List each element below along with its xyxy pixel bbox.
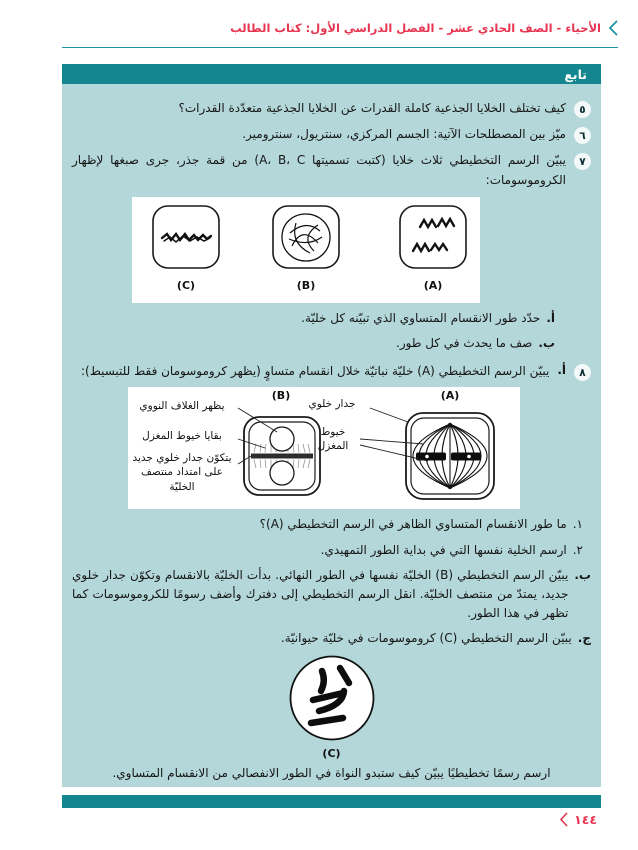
question-8-sub-a-text: يبيّن الرسم التخطيطي (A) خليّة نباتيّة خلال انقسام متساوٍ (يظهر كروموسومان فقط للتبسيط): bbox=[80, 364, 550, 379]
figure3-label: (C) bbox=[322, 747, 341, 761]
question-7 bbox=[72, 151, 591, 189]
sub-a-text: حدّد طور الانقسام المتساوي الذي تبيّنه كل خليّة. bbox=[301, 310, 541, 325]
sub-b-marker-q8: ب. bbox=[574, 567, 591, 582]
animal-cell-drawing bbox=[287, 654, 377, 742]
header-divider bbox=[62, 47, 618, 48]
sub-b-marker: ب. bbox=[538, 335, 555, 350]
question-8 bbox=[72, 362, 591, 381]
chevron-left-icon bbox=[560, 812, 568, 827]
figure2-cell-a-title: (A) bbox=[440, 389, 460, 403]
figure-plant-cell-mitosis bbox=[128, 387, 520, 509]
question-6 bbox=[72, 125, 591, 144]
question-7-sub-a bbox=[72, 309, 591, 328]
content-area bbox=[62, 64, 601, 787]
question-8-sub-c bbox=[72, 629, 591, 648]
sub-b-text-q8: يبيّن الرسم التخطيطي (B) الخليّة نفسها في الطور النهائي. بدأت الخليّة بالانقسام وتكوّن جدار خلوي جديد، يمتدّ من منتصف الخليّة. انقل الرسم التخطيطي إلى دفترك وأضف رسومًا للكروموسومات كما تظهر في هذا الطور. bbox=[72, 567, 569, 621]
question-7-text: يبيّن الرسم التخطيطي ثلاث خلايا (كتبت تسميتها A، B، C) من قمة جذر، جرى صبغها لإظهار الكروموسومات: bbox=[72, 153, 567, 187]
sub-c-text-q8: يبيّن الرسم التخطيطي (C) كروموسومات في خليّة حيوانيّة. bbox=[280, 631, 572, 646]
page-number-group bbox=[560, 812, 597, 827]
figure-root-tip-cells bbox=[132, 197, 480, 303]
page-header bbox=[62, 20, 618, 36]
figure1-cell-c-label: (C) bbox=[176, 278, 196, 292]
question-5 bbox=[72, 99, 591, 118]
nuclear-envelope-label: يظهر الغلاف النووي bbox=[139, 400, 225, 413]
question-8-item-2 bbox=[72, 541, 591, 560]
question-8-sub-a-marker: أ. bbox=[557, 363, 566, 378]
item-2-marker: ٢. bbox=[572, 542, 583, 557]
cell-wall-label: جدار خلوي bbox=[308, 398, 356, 411]
question-8-item-1 bbox=[72, 515, 591, 534]
figure1-cell-a-label: (A) bbox=[423, 278, 443, 292]
page-number: ١٤٤ bbox=[574, 812, 597, 827]
sub-b-text: صف ما يحدث في كل طور. bbox=[396, 335, 533, 350]
figure1-cell-b-label: (B) bbox=[296, 278, 316, 292]
new-cell-wall-label: يتكوّن جدار خلوي جديد على امتداد منتصف الخليّة bbox=[132, 452, 232, 493]
chevron-left-icon bbox=[609, 20, 618, 36]
sub-a-marker: أ. bbox=[546, 310, 555, 325]
question-5-number: ٥ bbox=[574, 101, 591, 118]
sub-c-marker-q8: ج. bbox=[577, 631, 591, 646]
question-8-sub-b bbox=[72, 566, 591, 624]
question-8-number: ٨ bbox=[574, 364, 591, 381]
figure-animal-cell bbox=[72, 654, 591, 760]
question-7-number: ٧ bbox=[574, 153, 591, 170]
question-6-text: ميّز بين المصطلحات الآتية: الجسم المركزي، سنتريول، سنترومير. bbox=[242, 127, 566, 142]
question-5-text: كيف تختلف الخلايا الجذعية كاملة القدرات عن الخلايا الجذعية متعدّدة القدرات؟ bbox=[178, 101, 566, 115]
question-6-number: ٦ bbox=[574, 127, 591, 144]
figure2-cell-b-title: (B) bbox=[271, 389, 291, 403]
continued-label: تابع bbox=[564, 66, 587, 82]
question-7-sub-b bbox=[72, 334, 591, 353]
footer-bar bbox=[62, 795, 601, 808]
item-1-marker: ١. bbox=[572, 517, 583, 532]
continued-banner bbox=[62, 64, 601, 84]
book-title: الأحياء - الصف الحادي عشر - الفصل الدراسي الأول: كتاب الطالب bbox=[230, 21, 601, 35]
spindle-fibers-label: خيوط المغزل bbox=[317, 426, 349, 453]
item-2-text: ارسم الخلية نفسها التي في بداية الطور التمهيدي. bbox=[320, 542, 567, 557]
spindle-remnants-label: بقايا خيوط المغزل bbox=[142, 430, 222, 443]
item-1-text: ما طور الانقسام المتساوي الظاهر في الرسم التخطيطي (A)؟ bbox=[259, 517, 567, 532]
root-tip-cells-drawing bbox=[132, 201, 480, 297]
closing-instruction: ارسم رسمًا تخطيطيًا يبيّن كيف ستبدو النواة في الطور الانفصالي من الانقسام المتساوي. bbox=[112, 766, 551, 781]
questions-panel bbox=[62, 84, 601, 787]
